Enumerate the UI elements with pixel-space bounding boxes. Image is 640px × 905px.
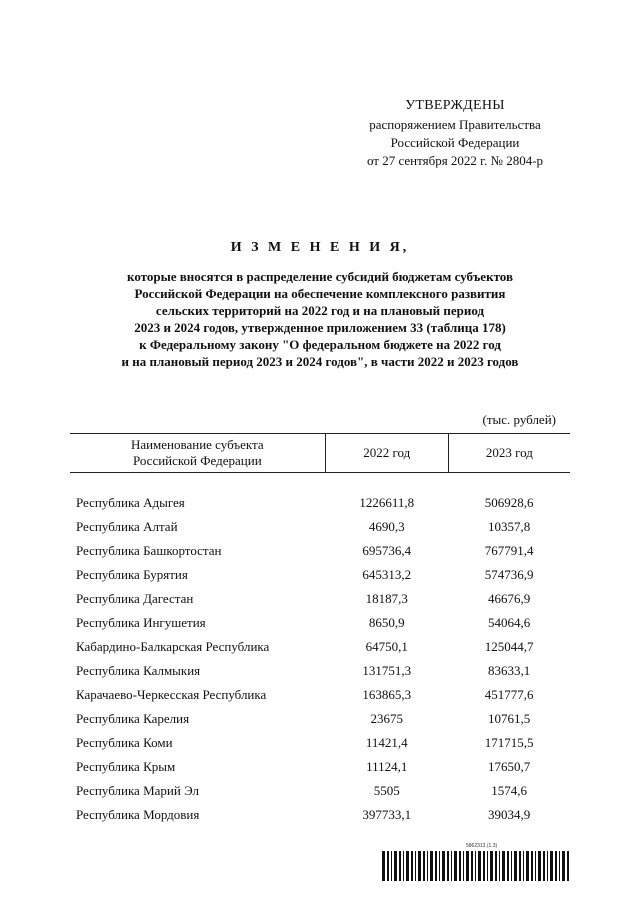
region-name-cell: Республика Марий Эл bbox=[76, 783, 199, 798]
value-2023-cell: 1574,6 bbox=[491, 783, 528, 798]
table-row bbox=[70, 635, 570, 659]
value-2023-cell: 451777,6 bbox=[484, 687, 534, 702]
barcode-bar bbox=[490, 851, 493, 881]
table-row bbox=[70, 659, 570, 683]
barcode-bar bbox=[483, 851, 485, 881]
region-name-cell: Республика Мордовия bbox=[76, 807, 200, 822]
barcode-bar bbox=[382, 851, 385, 881]
table-row bbox=[70, 611, 570, 635]
value-2022-cell: 23675 bbox=[370, 711, 403, 726]
barcode-bar bbox=[427, 851, 428, 881]
value-2023-cell: 83633,1 bbox=[488, 663, 531, 678]
value-2023-cell: 10761,5 bbox=[488, 711, 531, 726]
barcode-bar bbox=[459, 851, 461, 881]
barcode-bar bbox=[399, 851, 401, 881]
value-2023-cell: 574736,9 bbox=[484, 567, 534, 582]
region-name-cell: Республика Крым bbox=[76, 759, 176, 774]
approval-line: Российской Федерации bbox=[390, 135, 520, 150]
value-2022-cell: 5505 bbox=[373, 783, 400, 798]
barcode-bar bbox=[475, 851, 476, 881]
barcode-bar bbox=[526, 851, 529, 881]
barcode-bar bbox=[403, 851, 404, 881]
approval-line: распоряжением Правительства bbox=[369, 117, 541, 132]
table-row bbox=[70, 587, 570, 611]
barcode-bar bbox=[478, 851, 481, 881]
subsidy-table bbox=[70, 433, 570, 827]
table-row bbox=[70, 539, 570, 563]
subtitle-line: и на плановый период 2023 и 2024 годов", в части 2022 и 2023 годов bbox=[121, 354, 519, 369]
barcode-bar bbox=[555, 851, 557, 881]
document-title: И З М Е Н Е Н И Я, bbox=[230, 240, 410, 255]
region-name-cell: Республика Алтай bbox=[76, 519, 178, 534]
barcode-bar bbox=[559, 851, 560, 881]
column-header-name-line: Российской Федерации bbox=[132, 453, 262, 468]
value-2023-cell: 17650,7 bbox=[488, 759, 531, 774]
barcode-bar bbox=[406, 851, 409, 881]
table-header-row bbox=[70, 434, 570, 473]
barcode-bar bbox=[543, 851, 545, 881]
barcode-bar bbox=[387, 851, 389, 881]
value-2022-cell: 163865,3 bbox=[362, 687, 412, 702]
table-row bbox=[70, 803, 570, 827]
barcode-bar bbox=[514, 851, 517, 881]
barcode bbox=[382, 843, 572, 886]
barcode-text: 5862313 (1.3) bbox=[466, 843, 498, 849]
region-name-cell: Республика Адыгея bbox=[76, 495, 185, 510]
value-2022-cell: 397733,1 bbox=[362, 807, 412, 822]
barcode-bar bbox=[418, 851, 421, 881]
region-name-cell: Республика Бурятия bbox=[76, 567, 188, 582]
subtitle-line: сельских территорий на 2022 год и на плановый период bbox=[155, 303, 485, 318]
barcode-bar bbox=[511, 851, 512, 881]
table-row bbox=[70, 731, 570, 755]
barcode-bar bbox=[550, 851, 553, 881]
column-header-name bbox=[70, 434, 325, 473]
barcode-bar bbox=[495, 851, 497, 881]
value-2023-cell: 10357,8 bbox=[488, 519, 531, 534]
value-2023-cell: 506928,6 bbox=[484, 495, 534, 510]
barcode-bar bbox=[454, 851, 457, 881]
region-name-cell: Республика Калмыкия bbox=[76, 663, 201, 678]
table-spacer bbox=[70, 473, 570, 492]
region-name-cell: Республика Башкортостан bbox=[76, 543, 222, 558]
value-2022-cell: 18187,3 bbox=[365, 591, 408, 606]
value-2022-cell: 1226611,8 bbox=[359, 495, 415, 510]
region-name-cell: Карачаево-Черкесская Республика bbox=[76, 687, 267, 702]
barcode-bar bbox=[487, 851, 488, 881]
column-header-2023: 2023 год bbox=[448, 434, 570, 473]
value-2023-cell: 171715,5 bbox=[484, 735, 534, 750]
value-2023-cell: 54064,6 bbox=[488, 615, 531, 630]
table-row bbox=[70, 755, 570, 779]
approval-block bbox=[330, 96, 580, 170]
barcode-bar bbox=[531, 851, 533, 881]
subtitle-line: Российской Федерации на обеспечение комплексного развития bbox=[134, 286, 506, 301]
value-2022-cell: 645313,2 bbox=[362, 567, 412, 582]
column-header-name-line: Наименование субъекта bbox=[130, 437, 264, 452]
barcode-bar bbox=[447, 851, 449, 881]
value-2023-cell: 39034,9 bbox=[488, 807, 531, 822]
value-2023-cell: 767791,4 bbox=[484, 543, 534, 558]
region-name-cell: Республика Коми bbox=[76, 735, 173, 750]
barcode-bar bbox=[439, 851, 440, 881]
value-2022-cell: 4690,3 bbox=[368, 519, 405, 534]
value-2022-cell: 11124,1 bbox=[366, 759, 408, 774]
barcode-bar bbox=[411, 851, 413, 881]
barcode-bar bbox=[442, 851, 445, 881]
barcode-bar bbox=[451, 851, 452, 881]
table-row bbox=[70, 563, 570, 587]
barcode-bar bbox=[430, 851, 433, 881]
barcode-bar bbox=[502, 851, 505, 881]
document-subtitle bbox=[60, 268, 580, 370]
value-2022-cell: 11421,4 bbox=[365, 735, 408, 750]
barcode-bar bbox=[391, 851, 392, 881]
approval-heading: УТВЕРЖДЕНЫ bbox=[405, 98, 505, 113]
barcode-bar bbox=[466, 851, 469, 881]
barcode-bar bbox=[435, 851, 437, 881]
table-row bbox=[70, 515, 570, 539]
value-2022-cell: 8650,9 bbox=[368, 615, 405, 630]
approval-date-line: от 27 сентября 2022 г. № 2804-р bbox=[366, 153, 544, 168]
barcode-bar bbox=[463, 851, 464, 881]
barcode-bar bbox=[523, 851, 524, 881]
barcode-bar bbox=[499, 851, 500, 881]
value-2023-cell: 46676,9 bbox=[488, 591, 531, 606]
barcode-bar bbox=[547, 851, 548, 881]
table-row bbox=[70, 683, 570, 707]
region-name-cell: Республика Ингушетия bbox=[76, 615, 206, 630]
barcode-bar bbox=[562, 851, 565, 881]
value-2022-cell: 64750,1 bbox=[365, 639, 408, 654]
barcode-bar bbox=[471, 851, 473, 881]
barcode-bars bbox=[382, 851, 572, 881]
table-row bbox=[70, 491, 570, 515]
barcode-bar bbox=[567, 851, 569, 881]
barcode-bar bbox=[507, 851, 509, 881]
barcode-bar bbox=[415, 851, 416, 881]
barcode-bar bbox=[423, 851, 425, 881]
barcode-bar bbox=[519, 851, 521, 881]
table-row bbox=[70, 707, 570, 731]
subtitle-line: к Федеральному закону "О федеральном бюджете на 2022 год bbox=[139, 337, 501, 352]
subtitle-line: которые вносятся в распределение субсидий бюджетам субъектов bbox=[127, 269, 513, 284]
region-name-cell: Кабардино-Балкарская Республика bbox=[76, 639, 270, 654]
column-header-2022: 2022 год bbox=[325, 434, 448, 473]
region-name-cell: Республика Дагестан bbox=[76, 591, 194, 606]
barcode-bar bbox=[538, 851, 541, 881]
table-row bbox=[70, 779, 570, 803]
subtitle-line: 2023 и 2024 годов, утвержденное приложением 33 (таблица 178) bbox=[134, 320, 506, 335]
barcode-bar bbox=[394, 851, 397, 881]
region-name-cell: Республика Карелия bbox=[76, 711, 190, 726]
value-2022-cell: 695736,4 bbox=[362, 543, 412, 558]
barcode-bar bbox=[535, 851, 536, 881]
unit-label: (тыс. рублей) bbox=[482, 412, 556, 427]
value-2022-cell: 131751,3 bbox=[362, 663, 412, 678]
value-2023-cell: 125044,7 bbox=[484, 639, 534, 654]
